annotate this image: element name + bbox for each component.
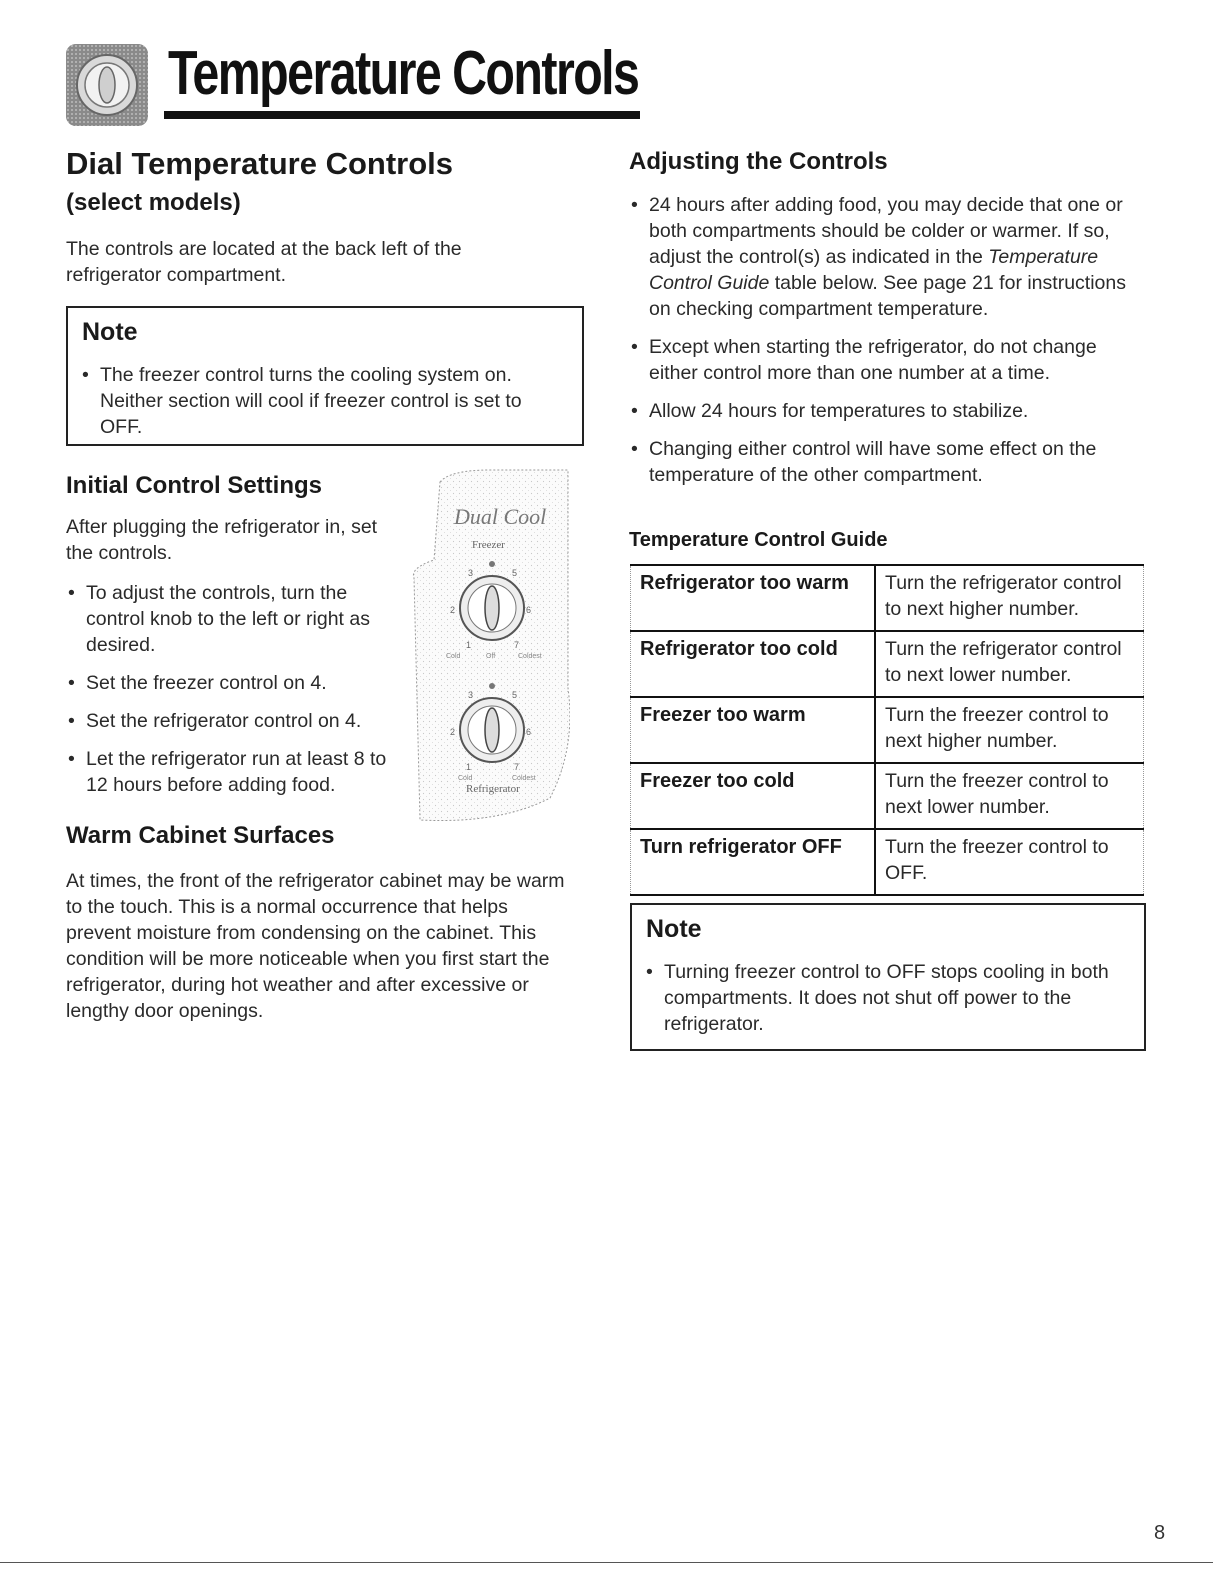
note-box-left: [66, 306, 584, 446]
list-item: • Let the refrigerator run at least 8 to 12 hours before adding food.: [66, 746, 406, 798]
svg-text:2: 2: [450, 727, 456, 737]
svg-text:5: 5: [512, 568, 518, 578]
initial-settings-intro: After plugging the refrigerator in, set the controls.: [66, 516, 378, 564]
panel-cold-label: Cold: [446, 653, 461, 660]
dial-badge-icon: [66, 44, 148, 126]
guide-condition: Refrigerator too cold: [631, 631, 876, 697]
list-item: • 24 hours after adding food, you may decide that one or both compartments should be colder or warmer. If so, adjust the control(s) as indicated in the Temperature Control Guide table below. See page 21 for instructions on checking compartment temperature.: [629, 192, 1149, 322]
guide-action: Turn the freezer control to next lower number.: [875, 763, 1144, 829]
panel-off-label: Off: [486, 653, 496, 660]
note-box-right: [630, 903, 1146, 1051]
table-row: [631, 829, 1144, 895]
dial-section-title: Dial Temperature Controls: [66, 146, 454, 181]
temperature-control-guide-table: [630, 564, 1144, 896]
list-item: • To adjust the controls, turn the control knob to the left or right as desired.: [66, 580, 406, 658]
adjusting-title: Adjusting the Controls: [629, 148, 888, 175]
warm-cabinet-text: At times, the front of the refrigerator cabinet may be warm to the touch. This is a normal occurrence that helps prevent moisture from condensing on the cabinet. This condition will be more noticeable when you first start the refrigerator, during hot weather and after excessive or lengthy door openings.: [66, 870, 565, 1022]
svg-text:3: 3: [468, 568, 474, 578]
note-item: [644, 959, 1128, 1037]
svg-text:2: 2: [450, 605, 456, 615]
svg-text:1: 1: [466, 640, 472, 650]
adjusting-list: [629, 192, 1149, 500]
note-text: • Turning freezer control to OFF stops cooling in both compartments. It does not shut off power to the refrigerator.: [644, 959, 1128, 1037]
svg-text:Cold: Cold: [458, 775, 473, 782]
guide-condition: Turn refrigerator OFF: [631, 829, 876, 895]
dial-section-intro: The controls are located at the back left of the refrigerator compartment.: [66, 238, 462, 286]
table-row: [631, 763, 1144, 829]
svg-text:5: 5: [512, 690, 518, 700]
svg-text:3: 3: [468, 690, 474, 700]
svg-text:1: 1: [466, 762, 472, 772]
dial-control-panel-illustration: [410, 468, 570, 828]
guide-reference: Temperature Control Guide: [649, 246, 1099, 294]
list-item: • Set the refrigerator control on 4.: [66, 708, 406, 734]
svg-text:Coldest: Coldest: [512, 775, 536, 782]
note-text: • The freezer control turns the cooling system on. Neither section will cool if freezer control is set to OFF.: [80, 362, 566, 440]
panel-brand-label: Dual Cool: [454, 504, 547, 529]
page-number: 8: [1154, 1522, 1166, 1544]
initial-settings-title: Initial Control Settings: [66, 472, 322, 499]
svg-text:7: 7: [514, 640, 520, 650]
list-item: • Changing either control will have some effect on the temperature of the other compartment.: [629, 436, 1149, 488]
table-row: [631, 697, 1144, 763]
guide-title: Temperature Control Guide: [629, 529, 888, 551]
guide-action: Turn the refrigerator control to next higher number.: [875, 565, 1144, 631]
guide-action: Turn the freezer control to OFF.: [875, 829, 1144, 895]
panel-refrigerator-label: Refrigerator: [466, 783, 520, 795]
note-title: Note: [82, 318, 138, 346]
title-underline: [164, 111, 640, 119]
table-row: [631, 631, 1144, 697]
svg-text:6: 6: [526, 727, 532, 737]
page-title: Temperature Controls: [168, 39, 639, 108]
svg-text:6: 6: [526, 605, 532, 615]
bottom-rule: [0, 1562, 1213, 1563]
list-item: • Except when starting the refrigerator, do not change either control more than one number at a time.: [629, 334, 1149, 386]
panel-freezer-label: Freezer: [472, 539, 505, 551]
table-row: [631, 565, 1144, 631]
panel-coldest-label: Coldest: [518, 653, 542, 660]
svg-text:7: 7: [514, 762, 520, 772]
dial-section-subtitle: (select models): [66, 189, 241, 216]
guide-condition: Freezer too cold: [631, 763, 876, 829]
guide-action: Turn the refrigerator control to next lower number.: [875, 631, 1144, 697]
note-item: [80, 362, 566, 440]
initial-settings-list: [66, 580, 406, 810]
guide-condition: Refrigerator too warm: [631, 565, 876, 631]
guide-condition: Freezer too warm: [631, 697, 876, 763]
guide-action: Turn the freezer control to next higher number.: [875, 697, 1144, 763]
warm-cabinet-title: Warm Cabinet Surfaces: [66, 822, 335, 849]
list-item: • Allow 24 hours for temperatures to stabilize.: [629, 398, 1149, 424]
note-title: Note: [646, 915, 702, 943]
list-item: • Set the freezer control on 4.: [66, 670, 406, 696]
